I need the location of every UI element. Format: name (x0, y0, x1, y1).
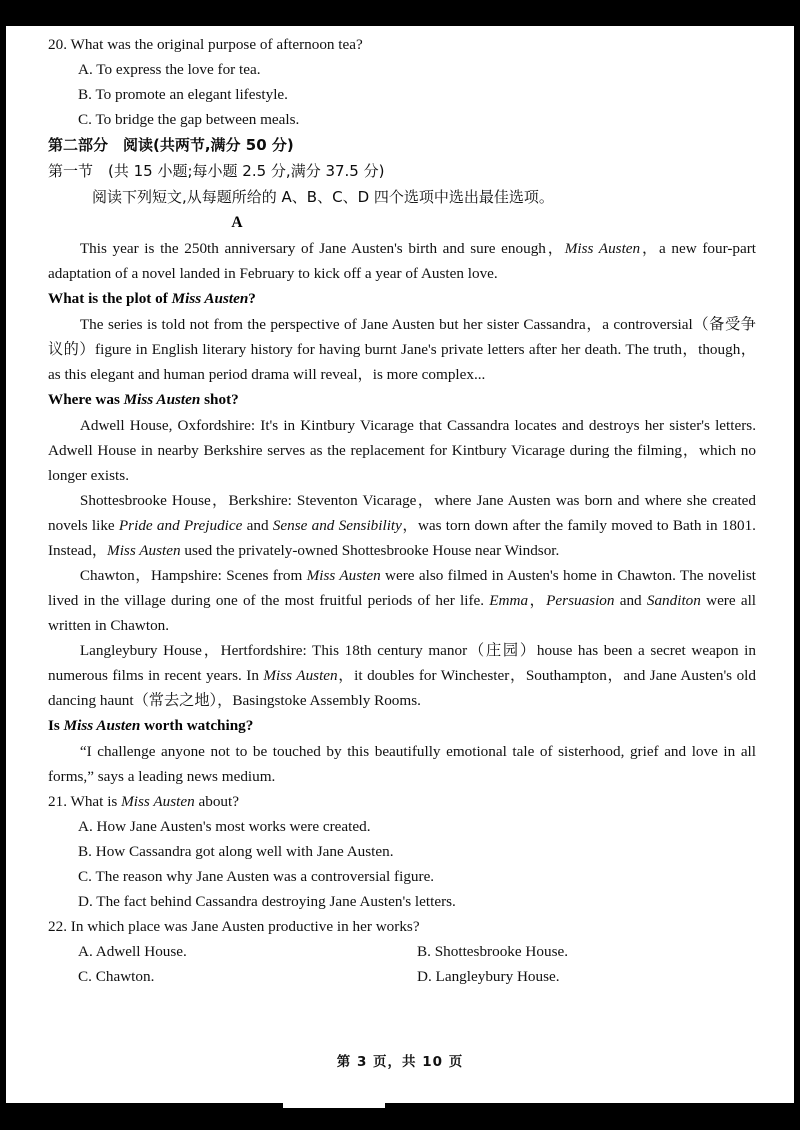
chawton-text-e: were all written in Chawton. (48, 592, 757, 634)
scan-artifact-bottom-band (0, 1103, 800, 1130)
question-21-stem-text-a: 21. What is (48, 793, 122, 810)
question-22-option-c[interactable]: C. Chawton. (78, 968, 155, 985)
subheading-shot-text-a: Where was (48, 391, 124, 408)
shottesbrooke-text-d: used the privately-owned Shottesbrooke House near Windsor. (180, 542, 560, 559)
question-21-option-d[interactable]: D. The fact behind Cassandra destroying Jane Austen's letters. (78, 893, 456, 910)
question-21-stem-text-b: about? (194, 793, 239, 810)
passage-intro-paragraph (48, 236, 756, 286)
question-22-option-d[interactable]: D. Langleybury House. (417, 968, 560, 985)
question-20 (48, 32, 756, 132)
chawton-text-b: were also filmed in Austen's home in Chawton. The novelist lived in the village during one of the most fruitful periods of her life. (48, 567, 756, 609)
question-22-option-row-2 (48, 964, 756, 989)
question-20-stem: 20. What was the original purpose of afternoon tea? (48, 36, 363, 53)
series-title-miss-austen-2: Miss Austen (306, 567, 381, 584)
question-22-option-b[interactable]: B. Shottesbrooke House. (417, 943, 569, 960)
passage-paragraph-chawton (48, 563, 756, 638)
question-22-option-a[interactable]: A. Adwell House. (78, 943, 187, 960)
question-22-stem: 22. In which place was Jane Austen productive in her works? (48, 918, 420, 935)
question-21-option-c[interactable]: C. The reason why Jane Austen was a controversial figure. (78, 868, 435, 885)
chawton-text-a: Chawton，Hampshire: Scenes from (79, 567, 307, 584)
question-22 (48, 914, 756, 989)
question-21-option-b[interactable]: B. How Cassandra got along well with Jane Austen. (78, 843, 394, 860)
langleybury-text-b: ，it doubles for Winchester，Southampton，and Jane Austen's old dancing haunt（常去之地），Basingstoke Assembly Rooms. (48, 667, 756, 709)
novel-title-emma: Emma (489, 592, 529, 609)
passage-letter-heading: A (231, 214, 243, 231)
question-22-option-row-1 (48, 939, 756, 964)
question-21-title: Miss Austen (121, 793, 195, 810)
scan-artifact-top-band (0, 0, 800, 26)
question-21 (48, 789, 756, 914)
subheading-shot-title: Miss Austen (123, 391, 201, 408)
section-one-heading: 第一节 (共 15 小题;每小题 2.5 分,满分 37.5 分) (48, 162, 385, 180)
subheading-shot-text-b: shot? (200, 391, 239, 408)
subheading-worth-text-a: Is (48, 717, 64, 734)
passage-subheading-worth (48, 713, 756, 739)
langleybury-text-a: Langleybury House，Hertfordshire: This 18th century manor（庄园）house has been a secret weapon in numerous films in recent years. In (48, 642, 756, 684)
question-21-stem (48, 789, 756, 814)
shottesbrooke-text-b: and (242, 517, 273, 534)
question-21-option-a[interactable]: A. How Jane Austen's most works were created. (78, 818, 371, 835)
page-footer: 第 3 页，共 10 页 (336, 1054, 464, 1070)
passage-paragraph-shottesbrooke (48, 488, 756, 563)
chawton-text-c: ， (528, 592, 547, 609)
passage-intro-title: Miss Austen (564, 240, 641, 257)
novel-title-pride: Pride and Prejudice (118, 517, 243, 534)
question-20-option-a[interactable]: A. To express the love for tea. (78, 61, 261, 78)
subheading-plot-text-b: ? (248, 290, 256, 307)
subheading-plot-text-a: What is the plot of (48, 290, 172, 307)
subheading-worth-text-b: worth watching? (140, 717, 254, 734)
series-title-miss-austen-1: Miss Austen (107, 542, 181, 559)
passage-subheading-plot (48, 286, 756, 312)
passage-paragraph-1: The series is told not from the perspective of Jane Austen but her sister Cassandra，a controversial（备受争议的）figure in English literary history for having burnt Jane's private letters after her death. The truth，though，as this elegant and human period drama will reveal，is more complex... (48, 316, 756, 383)
subheading-worth-title: Miss Austen (63, 717, 141, 734)
question-20-option-b[interactable]: B. To promote an elegant lifestyle. (78, 86, 288, 103)
passage-paragraph-quote: “I challenge anyone not to be touched by this beautifully emotional tale of sisterhood, grief and love in all forms,” says a leading news medium. (48, 743, 756, 785)
chawton-text-d: and (614, 592, 647, 609)
series-title-miss-austen-3: Miss Austen (263, 667, 338, 684)
scan-artifact-right-border (794, 26, 800, 1104)
passage-paragraph-langleybury (48, 638, 756, 713)
question-20-option-c[interactable]: C. To bridge the gap between meals. (78, 111, 300, 128)
passage-intro-text-b: ，a new four-part adaptation of a novel landed in February to kick off a year of Austen love. (48, 240, 756, 282)
novel-title-persuasion: Persuasion (546, 592, 615, 609)
shottesbrooke-text-c: ，was torn down after the family moved to Bath in 1801. Instead， (48, 517, 756, 559)
passage-subheading-shot (48, 387, 756, 413)
novel-title-sanditon: Sanditon (646, 592, 701, 609)
novel-title-sense: Sense and Sensibility (272, 517, 402, 534)
scan-artifact-bottom-notch (283, 1094, 385, 1108)
shottesbrooke-text-a: Shottesbrooke House，Berkshire: Steventon Vicarage，where Jane Austen was born and where she created novels like (48, 492, 756, 534)
page-sheet (6, 26, 794, 1104)
reading-instruction: 阅读下列短文,从每题所给的 A、B、C、D 四个选项中选出最佳选项。 (92, 188, 554, 206)
subheading-plot-title: Miss Austen (171, 290, 249, 307)
part-two-heading: 第二部分 阅读(共两节,满分 50 分) (48, 136, 294, 154)
passage-intro-text-a: This year is the 250th anniversary of Jane Austen's birth and sure enough， (79, 240, 565, 257)
passage-paragraph-adwell: Adwell House, Oxfordshire: It's in Kintbury Vicarage that Cassandra locates and destroys her sister's letters. Adwell House in nearby Berkshire serves as the replacement for Kintbury Vicarage during the filming，which no longer exists. (48, 417, 756, 484)
